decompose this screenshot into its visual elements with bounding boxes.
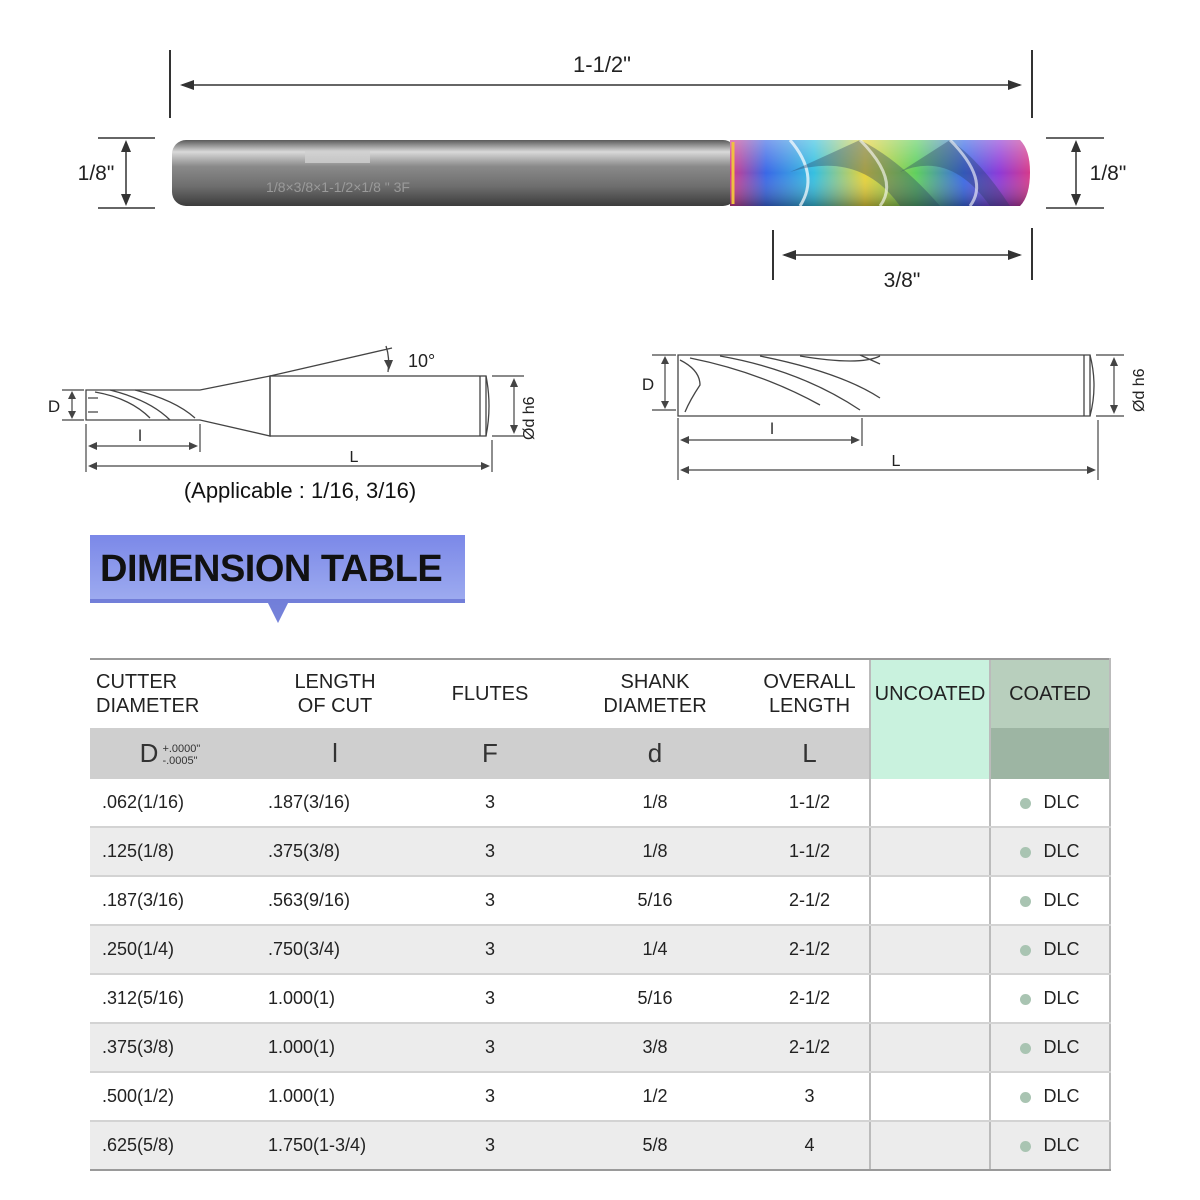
cell-overall-length: 2-1/2 — [750, 925, 870, 974]
cell-overall-length: 2-1/2 — [750, 974, 870, 1023]
table-row — [90, 827, 1110, 876]
cell-cutter-diameter: .187(3/16) — [90, 876, 250, 925]
l-big-label: L — [349, 449, 359, 466]
banner-title: DIMENSION TABLE — [100, 548, 443, 590]
cell-shank-diameter: 1/8 — [560, 827, 750, 876]
cell-shank-diameter: 1/4 — [560, 925, 750, 974]
symbol-uncoated — [870, 728, 990, 779]
cell-cutter-diameter: .375(3/8) — [90, 1023, 250, 1072]
table-row — [90, 779, 1110, 827]
table-row — [90, 876, 1110, 925]
cell-coated: DLC — [990, 925, 1110, 974]
cell-cutter-diameter: .125(1/8) — [90, 827, 250, 876]
dlc-dot-icon — [1020, 1043, 1031, 1054]
cell-flutes: 3 — [420, 1023, 560, 1072]
dlc-dot-icon — [1020, 896, 1031, 907]
cut-diameter-label: 1/8" — [1089, 162, 1127, 185]
symbol-overall-l: L — [750, 728, 870, 779]
cell-uncoated — [870, 827, 990, 876]
applicable-caption: (Applicable : 1/16, 3/16) — [183, 478, 417, 503]
arrow-right-icon — [1008, 80, 1022, 90]
l-big-label-right: L — [891, 453, 901, 470]
cell-uncoated — [870, 876, 990, 925]
shank-h6-label-right: Ød h6 — [1131, 368, 1148, 412]
col-coated: COATED — [990, 659, 1110, 728]
l-small-label: l — [138, 428, 142, 445]
dlc-dot-icon — [1020, 1092, 1031, 1103]
cell-length-of-cut: 1.000(1) — [250, 974, 420, 1023]
symbol-f: F — [420, 728, 560, 779]
cell-length-of-cut: .750(3/4) — [250, 925, 420, 974]
cell-uncoated — [870, 974, 990, 1023]
cell-flutes: 3 — [420, 876, 560, 925]
d-dimension-label-right: D — [641, 375, 655, 394]
cell-uncoated — [870, 779, 990, 827]
dlc-dot-icon — [1020, 847, 1031, 858]
coated-flutes — [730, 140, 1030, 206]
symbol-d: D +.0000" -.0005" — [90, 728, 250, 779]
arrow-left-icon — [180, 80, 194, 90]
angle-label: 10° — [408, 351, 436, 371]
cell-length-of-cut: .187(3/16) — [250, 779, 420, 827]
cell-coated: DLC — [990, 827, 1110, 876]
col-shank-diameter: SHANK DIAMETER — [560, 659, 750, 728]
shank-diameter-label: 1/8" — [77, 162, 115, 185]
cell-overall-length: 2-1/2 — [750, 1023, 870, 1072]
cell-flutes: 3 — [420, 974, 560, 1023]
cell-overall-length: 4 — [750, 1121, 870, 1170]
cell-shank-diameter: 1/8 — [560, 779, 750, 827]
dlc-dot-icon — [1020, 1141, 1031, 1152]
cell-flutes: 3 — [420, 779, 560, 827]
cell-cutter-diameter: .312(5/16) — [90, 974, 250, 1023]
header-row — [90, 659, 1110, 728]
cell-coated: DLC — [990, 1023, 1110, 1072]
symbol-row — [90, 728, 1110, 779]
cell-coated: DLC — [990, 1121, 1110, 1170]
shank-body — [172, 140, 737, 206]
table-row — [90, 1072, 1110, 1121]
cell-coated: DLC — [990, 779, 1110, 827]
cell-shank-diameter: 3/8 — [560, 1023, 750, 1072]
cell-overall-length: 3 — [750, 1072, 870, 1121]
l-small-label-right: l — [770, 421, 774, 438]
cell-uncoated — [870, 925, 990, 974]
cell-coated: DLC — [990, 974, 1110, 1023]
logo-plate — [305, 151, 370, 163]
dimension-table — [90, 658, 1111, 1171]
overall-length-label: 1-1/2" — [573, 52, 631, 77]
endmill-product-drawing — [0, 0, 1200, 300]
cell-flutes: 3 — [420, 1121, 560, 1170]
cell-overall-length: 1-1/2 — [750, 827, 870, 876]
cell-shank-diameter: 5/8 — [560, 1121, 750, 1170]
cell-length-of-cut: .563(9/16) — [250, 876, 420, 925]
table-row — [90, 1121, 1110, 1170]
cell-cutter-diameter: .062(1/16) — [90, 779, 250, 827]
cell-flutes: 3 — [420, 827, 560, 876]
dlc-dot-icon — [1020, 994, 1031, 1005]
cell-length-of-cut: 1.000(1) — [250, 1072, 420, 1121]
col-length-of-cut: LENGTH OF CUT — [250, 659, 420, 728]
straight-shank-diagram — [600, 320, 1200, 490]
col-uncoated: UNCOATED — [870, 659, 990, 728]
cell-shank-diameter: 5/16 — [560, 974, 750, 1023]
symbol-coated — [990, 728, 1110, 779]
table-row — [90, 925, 1110, 974]
cell-shank-diameter: 1/2 — [560, 1072, 750, 1121]
cell-length-of-cut: .375(3/8) — [250, 827, 420, 876]
length-of-cut-label: 3/8" — [883, 269, 921, 292]
table-row — [90, 974, 1110, 1023]
d-dimension-label: D — [47, 397, 61, 416]
cell-uncoated — [870, 1121, 990, 1170]
cell-cutter-diameter: .250(1/4) — [90, 925, 250, 974]
dlc-dot-icon — [1020, 798, 1031, 809]
symbol-shank-d: d — [560, 728, 750, 779]
cell-coated: DLC — [990, 876, 1110, 925]
symbol-l: l — [250, 728, 420, 779]
cell-coated: DLC — [990, 1072, 1110, 1121]
cell-length-of-cut: 1.000(1) — [250, 1023, 420, 1072]
cell-shank-diameter: 5/16 — [560, 876, 750, 925]
shank-h6-label: Ød h6 — [521, 396, 538, 440]
col-cutter-diameter: CUTTER DIAMETER — [90, 659, 250, 728]
shank-engraving: 1/8×3/8×1-1/2×1/8 " 3F — [266, 179, 410, 195]
cell-cutter-diameter: .625(5/8) — [90, 1121, 250, 1170]
col-overall-length: OVERALL LENGTH — [750, 659, 870, 728]
cell-flutes: 3 — [420, 1072, 560, 1121]
cell-overall-length: 1-1/2 — [750, 779, 870, 827]
cell-overall-length: 2-1/2 — [750, 876, 870, 925]
cell-cutter-diameter: .500(1/2) — [90, 1072, 250, 1121]
cell-length-of-cut: 1.750(1-3/4) — [250, 1121, 420, 1170]
cell-uncoated — [870, 1072, 990, 1121]
col-flutes: FLUTES — [420, 659, 560, 728]
cell-flutes: 3 — [420, 925, 560, 974]
cell-uncoated — [870, 1023, 990, 1072]
table-row — [90, 1023, 1110, 1072]
dlc-dot-icon — [1020, 945, 1031, 956]
